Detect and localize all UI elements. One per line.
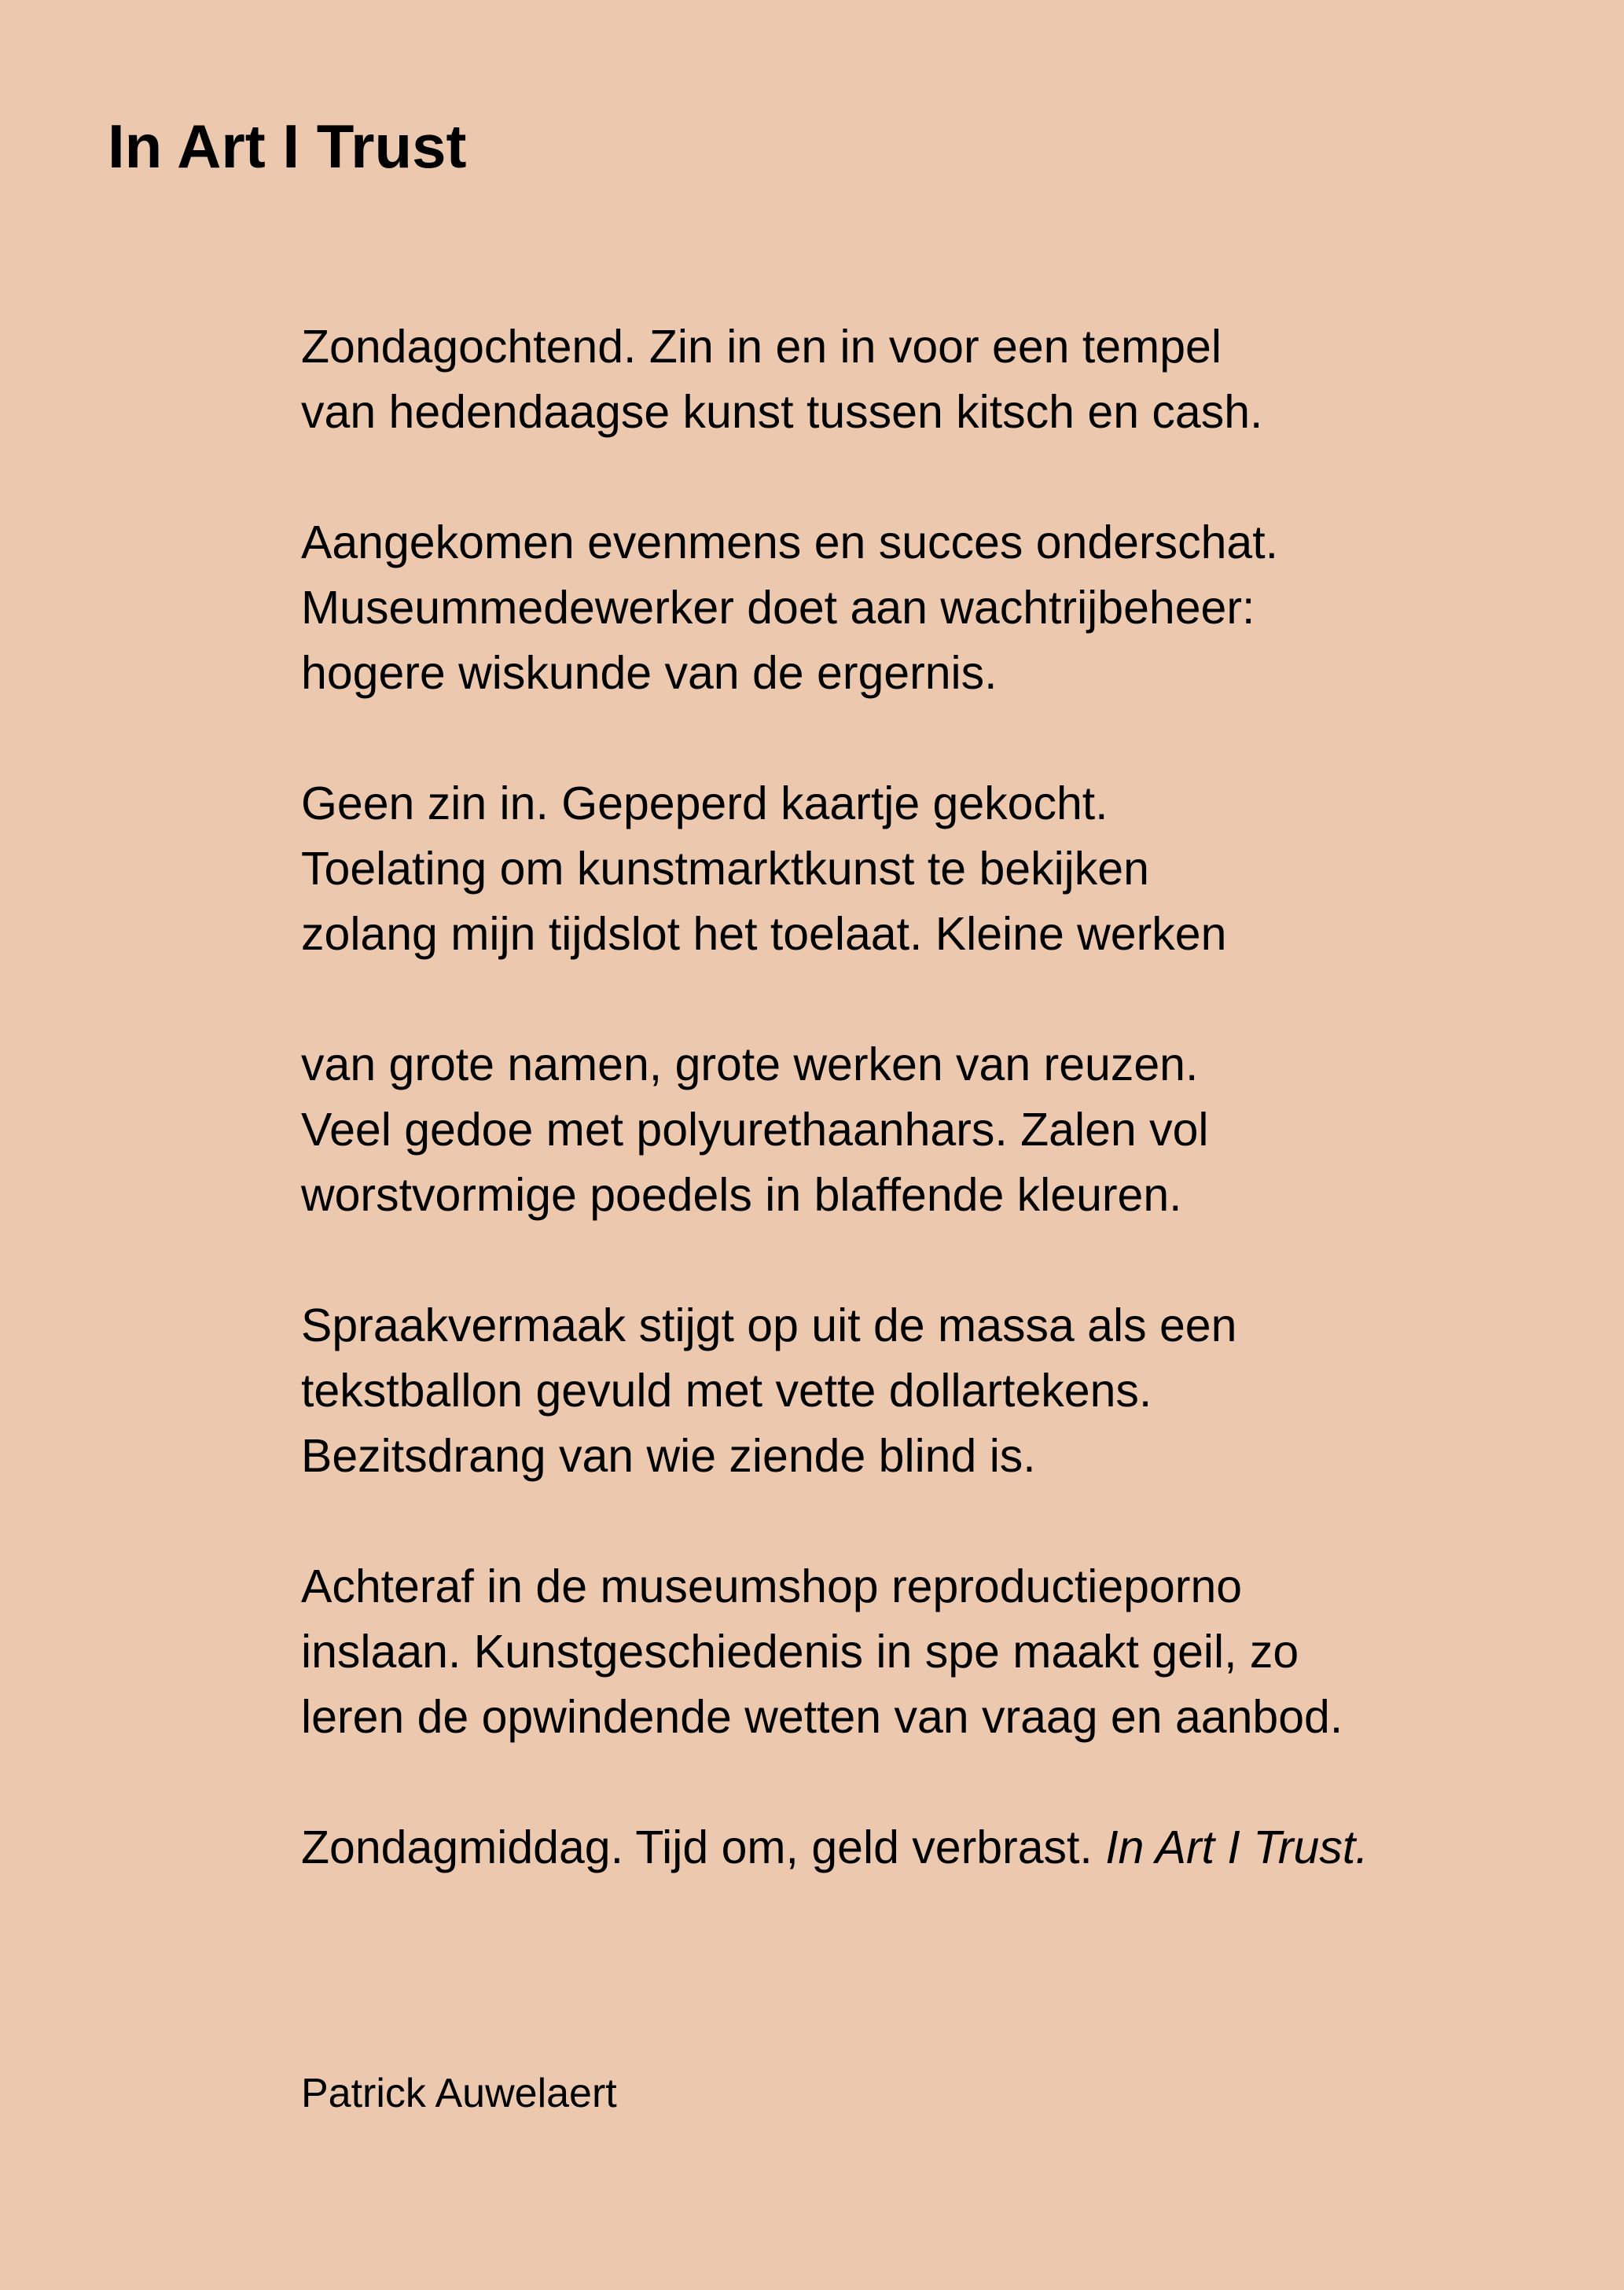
stanza-2: [301, 510, 1559, 706]
final-line: [301, 1815, 1559, 1880]
poem-line: Spraakvermaak stijgt op uit de massa als een: [301, 1299, 1237, 1351]
poem-line: Veel gedoe met polyurethaanhars. Zalen vol: [301, 1104, 1209, 1156]
poem-line: inslaan. Kunstgeschiedenis in spe maakt geil, zo: [301, 1626, 1299, 1678]
stanza-final: [301, 1815, 1559, 1880]
stanza-5: [301, 1293, 1559, 1489]
final-line-italic: In Art I Trust.: [1105, 1821, 1369, 1873]
stanza-6: [301, 1554, 1559, 1750]
poem-line: Bezitsdrang van wie ziende blind is.: [301, 1430, 1036, 1482]
stanza-3: [301, 771, 1559, 967]
poem-line: Museummedewerker doet aan wachtrijbeheer:: [301, 582, 1255, 634]
poem-body: [301, 314, 1559, 1946]
stanza-1: [301, 314, 1559, 445]
poem-title: In Art I Trust: [108, 112, 467, 181]
poem-line: Toelating om kunstmarktkunst te bekijken: [301, 843, 1149, 895]
stanza-4: [301, 1032, 1559, 1228]
poem-line: van hedendaagse kunst tussen kitsch en cash.: [301, 386, 1263, 438]
poem-line: Achteraf in de museumshop reproductieporno: [301, 1560, 1243, 1612]
author-name: Patrick Auwelaert: [301, 2071, 617, 2116]
poem-line: Geen zin in. Gepeperd kaartje gekocht.: [301, 777, 1108, 829]
poem-line: Zondagochtend. Zin in en in voor een tempel: [301, 321, 1222, 373]
poem-line: tekstballon gevuld met vette dollartekens.: [301, 1365, 1152, 1417]
poem-line: zolang mijn tijdslot het toelaat. Kleine werken: [301, 908, 1227, 960]
poem-line: hogere wiskunde van de ergernis.: [301, 647, 998, 699]
poem-line: van grote namen, grote werken van reuzen.: [301, 1038, 1199, 1090]
poem-line: Aangekomen evenmens en succes onderschat.: [301, 516, 1279, 568]
final-line-text: Zondagmiddag. Tijd om, geld verbrast.: [301, 1821, 1093, 1873]
poem-line: leren de opwindende wetten van vraag en aanbod.: [301, 1691, 1343, 1743]
poem-line: worstvormige poedels in blaffende kleuren.: [301, 1169, 1182, 1221]
